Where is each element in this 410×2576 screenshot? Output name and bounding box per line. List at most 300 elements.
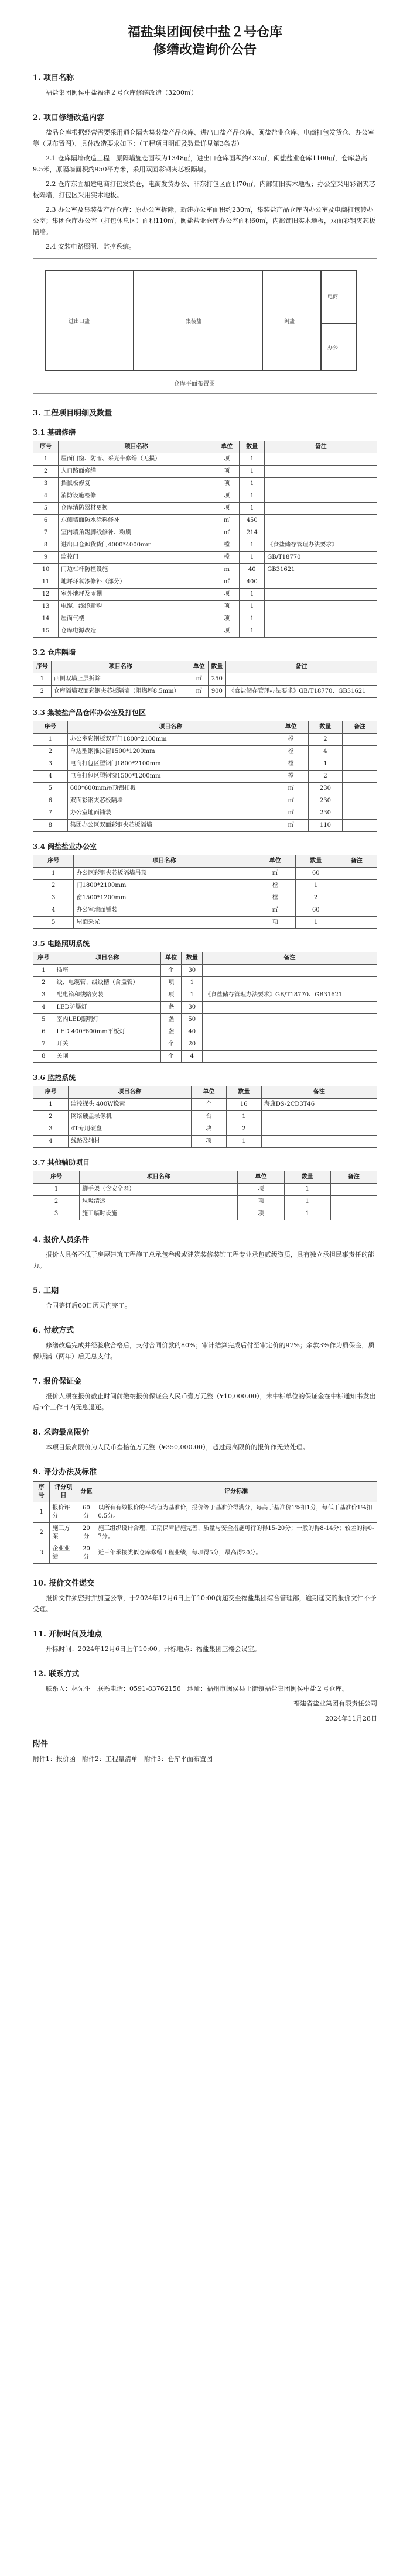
table-3-3 bbox=[33, 721, 377, 832]
column-header: 项目名称 bbox=[54, 952, 160, 965]
table-cell: 3 bbox=[33, 892, 74, 904]
table-cell bbox=[265, 515, 377, 527]
table-cell: ㎡ bbox=[274, 795, 308, 807]
column-header: 单位 bbox=[214, 441, 240, 453]
table-row bbox=[33, 917, 377, 929]
table-cell: 230 bbox=[308, 795, 343, 807]
section-3-1-heading: 3.1 基础修缮 bbox=[33, 428, 76, 436]
table-cell bbox=[343, 771, 377, 783]
table-row bbox=[33, 576, 377, 589]
table-row bbox=[33, 625, 377, 638]
table-cell: 1 bbox=[226, 1136, 261, 1148]
table-row bbox=[33, 880, 377, 892]
signature-org: 福建省盐业集团有限责任公司 bbox=[293, 1700, 377, 1707]
zone-label-c: 闽盐 bbox=[284, 319, 295, 325]
table-cell: 仓库隔墙双面彩钢夹芯板隔墙（阻燃厚8.5mm） bbox=[51, 686, 190, 698]
table-cell: 2 bbox=[33, 466, 59, 478]
table-header-row bbox=[33, 441, 377, 453]
table-cell: 1 bbox=[33, 453, 59, 466]
table-cell: 12 bbox=[33, 589, 59, 601]
table-header-row bbox=[33, 1482, 377, 1502]
table-cell bbox=[202, 1026, 377, 1038]
table-cell: 2 bbox=[226, 1123, 261, 1136]
table-cell: 项 bbox=[191, 1136, 226, 1148]
table-cell: 樘 bbox=[274, 758, 308, 771]
table-cell: ㎡ bbox=[214, 527, 240, 539]
table-3-2 bbox=[33, 661, 377, 698]
table-cell: 1 bbox=[240, 478, 265, 490]
table-cell: 施工组织设计合理、工期保障措施完善、质量与安全措施可行的得15-20分；一般的得8-14分；较差的得0-7分。 bbox=[95, 1523, 377, 1543]
table-cell: 西侧双墙上层拆除 bbox=[51, 673, 190, 686]
table-row bbox=[33, 734, 377, 746]
section-7-text: 报价人须在报价截止时间前缴纳报价保证金人民币壹万元整（¥10,000.00），未中标单位的保证金在中标通知书发出后5个工作日内无息退还。 bbox=[33, 1392, 376, 1411]
table-header-row bbox=[33, 721, 377, 734]
table-cell: 项 bbox=[238, 1196, 284, 1208]
table-cell: 214 bbox=[240, 527, 265, 539]
table-cell: 4 bbox=[33, 490, 59, 503]
table-row bbox=[33, 758, 377, 771]
table-cell: 1 bbox=[33, 673, 52, 686]
table-row bbox=[33, 795, 377, 807]
table-cell: 30 bbox=[182, 965, 203, 977]
column-header: 序号 bbox=[33, 1171, 80, 1184]
table-cell: 项 bbox=[214, 490, 240, 503]
table-cell: 40 bbox=[240, 564, 265, 576]
table-cell: 2 bbox=[33, 1523, 50, 1543]
table-cell bbox=[343, 795, 377, 807]
table-row bbox=[33, 1208, 377, 1220]
table-cell: 盏 bbox=[160, 1026, 182, 1038]
table-cell bbox=[265, 589, 377, 601]
table-cell: 1 bbox=[240, 552, 265, 564]
section-2-heading: 2. 项目修缮改造内容 bbox=[33, 114, 105, 122]
table-cell bbox=[336, 868, 377, 880]
table-row bbox=[33, 552, 377, 564]
table-cell: 4 bbox=[33, 904, 74, 917]
table-cell: 2 bbox=[33, 880, 74, 892]
column-header: 单位 bbox=[255, 855, 295, 868]
table-cell: 20分 bbox=[77, 1543, 95, 1564]
table-cell: 40 bbox=[182, 1026, 203, 1038]
table-cell bbox=[202, 1051, 377, 1063]
table-cell: 电商打包区塑钢门1800*2100mm bbox=[67, 758, 274, 771]
table-cell: 1 bbox=[33, 734, 68, 746]
table-row bbox=[33, 892, 377, 904]
table-cell: 樘 bbox=[274, 771, 308, 783]
table-cell: 企业业绩 bbox=[50, 1543, 77, 1564]
table-cell: GB31621 bbox=[265, 564, 377, 576]
table-cell: 7 bbox=[33, 1038, 54, 1051]
column-header: 序号 bbox=[33, 661, 52, 673]
attachments-text: 附件1：报价函 附件2：工程量清单 附件3：仓库平面布置图 bbox=[33, 1755, 213, 1763]
table-cell bbox=[202, 1014, 377, 1026]
table-cell bbox=[330, 1196, 377, 1208]
table-cell: 1 bbox=[240, 613, 265, 625]
table-cell: 1 bbox=[296, 917, 336, 929]
section-3-2-heading: 3.2 仓库隔墙 bbox=[33, 648, 76, 656]
attachments-heading: 附件 bbox=[33, 1740, 49, 1749]
table-cell: 13 bbox=[33, 601, 59, 613]
table-row bbox=[33, 807, 377, 820]
table-cell: GB/T18770 bbox=[265, 552, 377, 564]
table-row bbox=[33, 746, 377, 758]
table-row bbox=[33, 503, 377, 515]
column-header: 数量 bbox=[308, 721, 343, 734]
table-cell: 线、电缆管、线线槽（含盖管） bbox=[54, 977, 160, 989]
table-cell: 屋面门窗、防雨、采光带修缮（无损） bbox=[59, 453, 214, 466]
column-header: 评分项目 bbox=[50, 1482, 77, 1502]
table-cell: 樘 bbox=[214, 539, 240, 552]
section-10-heading: 10. 报价文件递交 bbox=[33, 1579, 95, 1588]
table-cell: 1 bbox=[33, 965, 54, 977]
column-header: 备注 bbox=[336, 855, 377, 868]
table-cell: 办公室彩钢板双开门1800*2100mm bbox=[67, 734, 274, 746]
table-cell: LED防爆灯 bbox=[54, 1002, 160, 1014]
table-row bbox=[33, 1051, 377, 1063]
table-cell: 2 bbox=[308, 734, 343, 746]
column-header: 序号 bbox=[33, 1086, 69, 1099]
table-cell: 7 bbox=[33, 527, 59, 539]
table-cell: 1 bbox=[182, 989, 203, 1002]
table-cell: 1 bbox=[240, 490, 265, 503]
section-2-3: 2.3 办公室及集装盐产品仓库：原办公室拆除，新建办公室面积约230㎡，集装盐产品仓库内办公室及电商打包转办公室；集团仓库办公室（打包休息区）面积110㎡，闽盐盐业仓库办公室面积60㎡，内部铺旧实木地板，双面彩钢夹芯板隔墙。 bbox=[33, 206, 375, 236]
table-cell: 1 bbox=[226, 1111, 261, 1123]
table-cell: 屋面采光 bbox=[74, 917, 255, 929]
column-header: 备注 bbox=[261, 1086, 377, 1099]
table-cell: 2 bbox=[296, 892, 336, 904]
table-row bbox=[33, 1123, 377, 1136]
table-cell: 1 bbox=[240, 466, 265, 478]
table-header-row bbox=[33, 855, 377, 868]
table-row bbox=[33, 539, 377, 552]
table-cell: 关闸 bbox=[54, 1051, 160, 1063]
table-cell bbox=[343, 820, 377, 832]
column-header: 序号 bbox=[33, 952, 54, 965]
title-line-1: 福盐集团闽侯中盐２号仓库 bbox=[127, 25, 282, 40]
table-cell: 2 bbox=[33, 686, 52, 698]
table-cell: 5 bbox=[33, 503, 59, 515]
table-row bbox=[33, 977, 377, 989]
column-header: 项目名称 bbox=[74, 855, 255, 868]
table-3-1 bbox=[33, 441, 377, 638]
table-cell bbox=[265, 625, 377, 638]
section-8-heading: 8. 采购最高限价 bbox=[33, 1428, 90, 1437]
table-3-4 bbox=[33, 855, 377, 929]
table-cell bbox=[265, 527, 377, 539]
column-header: 序号 bbox=[33, 721, 68, 734]
column-header: 项目名称 bbox=[59, 441, 214, 453]
warehouse-floor-plan bbox=[33, 258, 377, 394]
table-cell bbox=[265, 576, 377, 589]
table-cell: 11 bbox=[33, 576, 59, 589]
column-header: 单位 bbox=[274, 721, 308, 734]
table-cell: 《食盐储存管理办法要求》GB/T18770、GB31621 bbox=[226, 686, 377, 698]
table-cell: 垃圾清运 bbox=[80, 1196, 238, 1208]
table-row bbox=[33, 478, 377, 490]
table-row bbox=[33, 589, 377, 601]
table-row bbox=[33, 1523, 377, 1543]
table-cell: 仓库消防器材更换 bbox=[59, 503, 214, 515]
column-header: 数量 bbox=[284, 1171, 330, 1184]
table-cell bbox=[202, 977, 377, 989]
column-header: 项目名称 bbox=[67, 721, 274, 734]
table-cell bbox=[202, 1038, 377, 1051]
table-cell: 樘 bbox=[255, 880, 295, 892]
section-5-text: 合同签订后60日历天内完工。 bbox=[46, 1302, 131, 1309]
table-row bbox=[33, 515, 377, 527]
section-2-4: 2.4 安装电路照明、监控系统。 bbox=[46, 243, 135, 250]
table-cell: 项 bbox=[160, 977, 182, 989]
table-row bbox=[33, 490, 377, 503]
table-cell: 地坪环氧漆修补（部分） bbox=[59, 576, 214, 589]
table-cell: 窗1500*1200mm bbox=[74, 892, 255, 904]
table-cell: 项 bbox=[214, 613, 240, 625]
table-cell: 施工方案 bbox=[50, 1523, 77, 1543]
section-1-heading: 1. 项目名称 bbox=[33, 74, 74, 82]
table-cell bbox=[265, 490, 377, 503]
table-cell: 项 bbox=[214, 478, 240, 490]
column-header: 项目名称 bbox=[80, 1171, 238, 1184]
column-header: 单位 bbox=[160, 952, 182, 965]
table-cell: 入口路面修缮 bbox=[59, 466, 214, 478]
table-cell: 6 bbox=[33, 1026, 54, 1038]
table-cell bbox=[330, 1184, 377, 1196]
table-header-row bbox=[33, 1171, 377, 1184]
section-12-heading: 12. 联系方式 bbox=[33, 1670, 80, 1679]
table-cell bbox=[261, 1111, 377, 1123]
column-header: 单位 bbox=[191, 1086, 226, 1099]
table-cell: ㎡ bbox=[274, 783, 308, 795]
table-cell: 仓库电源改造 bbox=[59, 625, 214, 638]
table-cell: 办公室地面铺装 bbox=[67, 807, 274, 820]
table-cell: 15 bbox=[33, 625, 59, 638]
table-cell: 脚手架（含安全网） bbox=[80, 1184, 238, 1196]
table-cell: 30 bbox=[182, 1002, 203, 1014]
table-cell: 20 bbox=[182, 1038, 203, 1051]
table-cell: 网络硬盘录像机 bbox=[68, 1111, 191, 1123]
table-cell: 7 bbox=[33, 807, 68, 820]
table-cell bbox=[336, 892, 377, 904]
column-header: 评分标准 bbox=[95, 1482, 377, 1502]
table-cell: 2 bbox=[33, 1111, 69, 1123]
table-cell: 报价评分 bbox=[50, 1502, 77, 1523]
table-3-5 bbox=[33, 952, 377, 1063]
table-cell: 4 bbox=[33, 771, 68, 783]
table-cell: ㎡ bbox=[255, 904, 295, 917]
table-cell: 1 bbox=[240, 601, 265, 613]
column-header: 序号 bbox=[33, 441, 59, 453]
section-3-5-heading: 3.5 电路照明系统 bbox=[33, 940, 90, 948]
table-row bbox=[33, 989, 377, 1002]
signature-date: 2024年11月28日 bbox=[325, 1715, 377, 1722]
table-cell bbox=[202, 965, 377, 977]
table-cell: 挡鼠板修复 bbox=[59, 478, 214, 490]
table-cell: 3 bbox=[33, 989, 54, 1002]
table-cell: 8 bbox=[33, 1051, 54, 1063]
section-10-text: 报价文件须密封并加盖公章，于2024年12月6日上午10:00前递交至福盐集团综合管理部，逾期递交的报价文件不予受理。 bbox=[33, 1594, 377, 1613]
table-cell: 监控探头 400W像素 bbox=[68, 1099, 191, 1111]
table-cell: 监控门 bbox=[59, 552, 214, 564]
table-row bbox=[33, 1543, 377, 1564]
table-row bbox=[33, 686, 377, 698]
table-cell: 项 bbox=[160, 989, 182, 1002]
table-cell: ㎡ bbox=[214, 576, 240, 589]
section-11-text: 开标时间：2024年12月6日上午10:00。开标地点：福盐集团三楼会议室。 bbox=[46, 1645, 261, 1653]
table-cell: 樘 bbox=[214, 552, 240, 564]
table-row bbox=[33, 527, 377, 539]
table-cell bbox=[336, 917, 377, 929]
section-9-heading: 9. 评分办法及标准 bbox=[33, 1468, 97, 1477]
table-cell: 室内LED照明灯 bbox=[54, 1014, 160, 1026]
table-cell: ㎡ bbox=[190, 673, 208, 686]
table-9-scoring bbox=[33, 1481, 377, 1564]
section-4-text: 报价人具备不低于房屋建筑工程施工总承包叁级或建筑装修装饰工程专业承包贰级资质，具有独立承担民事责任的能力。 bbox=[33, 1251, 374, 1270]
table-cell bbox=[336, 904, 377, 917]
table-cell: 110 bbox=[308, 820, 343, 832]
column-header: 数量 bbox=[226, 1086, 261, 1099]
table-cell: 5 bbox=[33, 783, 68, 795]
title-line-2: 修缮改造询价公告 bbox=[153, 42, 257, 57]
table-cell: ㎡ bbox=[255, 868, 295, 880]
column-header: 序号 bbox=[33, 1482, 50, 1502]
table-cell: 办公室地面铺装 bbox=[74, 904, 255, 917]
table-cell: 电商打包区塑钢窗1500*1200mm bbox=[67, 771, 274, 783]
table-cell: 个 bbox=[160, 1051, 182, 1063]
table-cell: 250 bbox=[208, 673, 226, 686]
zone-label-b: 集装盐 bbox=[186, 319, 202, 325]
table-row bbox=[33, 868, 377, 880]
table-cell: 配电箱和线路安装 bbox=[54, 989, 160, 1002]
column-header: 数量 bbox=[296, 855, 336, 868]
table-cell bbox=[265, 613, 377, 625]
table-cell: 集团办公区双面彩钢夹芯板隔墙 bbox=[67, 820, 274, 832]
table-cell: 块 bbox=[191, 1123, 226, 1136]
table-row bbox=[33, 1184, 377, 1196]
table-cell: 6 bbox=[33, 515, 59, 527]
table-cell bbox=[202, 1002, 377, 1014]
table-cell bbox=[261, 1136, 377, 1148]
table-cell bbox=[226, 673, 377, 686]
table-cell: 3 bbox=[33, 1208, 80, 1220]
table-row bbox=[33, 1136, 377, 1148]
section-3-heading: 3. 工程项目明细及数量 bbox=[33, 409, 112, 418]
zone-label-a: 进出口盐 bbox=[69, 319, 90, 325]
section-2-intro: 盐品仓库根据经营需要采用通仓隔为集装盐产品仓库、进出口盐产品仓库、闽盐盐业仓库、电商打包发货仓、办公室等（见布置图），具体改造要求如下：（工程项目明细及数量详见第3条表） bbox=[33, 129, 374, 147]
table-cell: 个 bbox=[160, 965, 182, 977]
column-header: 项目名称 bbox=[68, 1086, 191, 1099]
table-cell: 2 bbox=[308, 771, 343, 783]
table-row bbox=[33, 1002, 377, 1014]
table-3-6 bbox=[33, 1086, 377, 1148]
table-cell: 3 bbox=[33, 758, 68, 771]
table-cell: 屋面气楼 bbox=[59, 613, 214, 625]
table-cell: 电缆、线缆新购 bbox=[59, 601, 214, 613]
table-cell: 项 bbox=[238, 1208, 284, 1220]
table-cell: ㎡ bbox=[274, 820, 308, 832]
zone-office bbox=[320, 323, 357, 371]
table-cell: 20分 bbox=[77, 1523, 95, 1543]
table-row bbox=[33, 1196, 377, 1208]
table-row bbox=[33, 1111, 377, 1123]
table-header-row bbox=[33, 952, 377, 965]
table-header-row bbox=[33, 661, 377, 673]
table-cell: 1 bbox=[33, 868, 74, 880]
table-cell: 4 bbox=[182, 1051, 203, 1063]
table-cell: 1 bbox=[182, 977, 203, 989]
table-cell: 以所有有效报价的平均值为基准价，报价等于基准价得满分，每高于基准价1%扣1分，每低于基准价1%扣0.5分。 bbox=[95, 1502, 377, 1523]
table-cell: 900 bbox=[208, 686, 226, 698]
table-cell: LED 400*600mm平板灯 bbox=[54, 1026, 160, 1038]
table-cell: 2 bbox=[33, 977, 54, 989]
table-cell: 10 bbox=[33, 564, 59, 576]
table-cell: 1 bbox=[240, 625, 265, 638]
table-cell: 14 bbox=[33, 613, 59, 625]
table-cell: 樘 bbox=[274, 734, 308, 746]
table-cell: 盏 bbox=[160, 1002, 182, 1014]
table-cell: 室外地坪及雨棚 bbox=[59, 589, 214, 601]
table-cell: 600*600mm吊顶铝扣板 bbox=[67, 783, 274, 795]
table-cell: 1 bbox=[240, 503, 265, 515]
table-cell: 3 bbox=[33, 1123, 69, 1136]
table-cell bbox=[265, 453, 377, 466]
zone-ecommerce bbox=[320, 270, 357, 324]
table-cell: 400 bbox=[240, 576, 265, 589]
table-cell: 8 bbox=[33, 539, 59, 552]
table-header-row bbox=[33, 1086, 377, 1099]
table-row bbox=[33, 820, 377, 832]
table-cell: 1 bbox=[33, 1502, 50, 1523]
zone-label-e: 办公 bbox=[327, 345, 339, 351]
table-cell: 60 bbox=[296, 904, 336, 917]
column-header: 项目名称 bbox=[51, 661, 190, 673]
table-cell bbox=[343, 807, 377, 820]
table-cell: 5 bbox=[33, 1014, 54, 1026]
table-3-7 bbox=[33, 1171, 377, 1220]
table-cell bbox=[330, 1208, 377, 1220]
table-row bbox=[33, 1026, 377, 1038]
table-cell bbox=[343, 734, 377, 746]
table-cell bbox=[343, 746, 377, 758]
column-header: 分值 bbox=[77, 1482, 95, 1502]
table-cell: 3 bbox=[33, 478, 59, 490]
table-cell: ㎡ bbox=[214, 515, 240, 527]
table-cell: 项 bbox=[214, 503, 240, 515]
column-header: 备注 bbox=[330, 1171, 377, 1184]
table-cell: 1 bbox=[284, 1208, 330, 1220]
section-2-2: 2.2 仓库东面加建电商打包发货仓，电商发货办公、非东打包区面积70㎡，内部铺旧实木地板；办公室采用彩钢夹芯板隔墙，打包区采用实木地板。 bbox=[33, 180, 375, 199]
table-cell: 1 bbox=[240, 453, 265, 466]
table-cell: 项 bbox=[214, 466, 240, 478]
table-cell: 项 bbox=[238, 1184, 284, 1196]
table-cell: 4 bbox=[33, 1002, 54, 1014]
section-3-6-heading: 3.6 监控系统 bbox=[33, 1074, 76, 1082]
column-header: 备注 bbox=[226, 661, 377, 673]
table-cell: 1 bbox=[240, 539, 265, 552]
table-cell bbox=[265, 601, 377, 613]
table-cell: 个 bbox=[160, 1038, 182, 1051]
table-cell: 16 bbox=[226, 1099, 261, 1111]
section-2-1: 2.1 仓库隔墙改造工程：原隔墙施仓面积为1348㎡，进出口仓库面积约432㎡，闽盐盐业仓库1100㎡，仓库总高9.5米，原隔墙面积约950平方米，采用双面彩钢夹芯板隔墙。 bbox=[33, 154, 367, 173]
column-header: 备注 bbox=[343, 721, 377, 734]
table-cell: ㎡ bbox=[190, 686, 208, 698]
table-cell: 个 bbox=[191, 1099, 226, 1111]
table-cell: 2 bbox=[33, 746, 68, 758]
table-row bbox=[33, 965, 377, 977]
section-3-7-heading: 3.7 其他辅助项目 bbox=[33, 1158, 90, 1167]
table-cell: 50 bbox=[182, 1014, 203, 1026]
table-cell: 6 bbox=[33, 795, 68, 807]
table-cell: 1 bbox=[33, 1184, 80, 1196]
